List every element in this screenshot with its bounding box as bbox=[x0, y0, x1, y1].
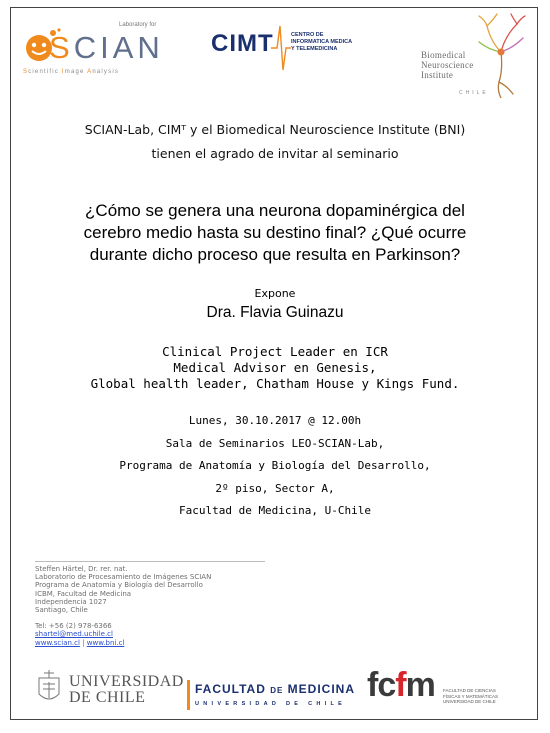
seminar-title: ¿Cómo se genera una neurona dopaminérgica del cerebro medio hasta su destino final? ¿Qué ocurre durante dicho proceso que resulta en Parkinson? bbox=[83, 201, 467, 264]
fm-accent-bar bbox=[187, 680, 190, 710]
scian-wordmark: SCIAN bbox=[49, 30, 164, 65]
bni-logo bbox=[421, 12, 531, 112]
contact-divider bbox=[35, 561, 265, 562]
speaker-name: Dra. Flavia Guinazu bbox=[206, 304, 344, 321]
bni-country: CHILE bbox=[459, 90, 489, 96]
fm-wordmark: FACULTAD DE MEDICINA bbox=[195, 682, 356, 696]
contact-phone: Tel: +56 (2) 978-6366 bbox=[35, 622, 112, 631]
contact-name: Steffen Härtel, Dr. rer. nat. bbox=[35, 565, 128, 573]
scian-subtitle: Scientific Image Analysis bbox=[23, 69, 120, 75]
event-details: Lunes, 30.10.2017 @ 12.00h Sala de Seminarios LEO-SCIAN-Lab, Programa de Anatomía y Biología del Desarrollo, 2º piso, Sector A, Facultad de Medicina, U-Chile bbox=[11, 410, 539, 523]
uchile-wordmark: UNIVERSIDAD DE CHILE bbox=[69, 673, 184, 706]
scian-lab-label: Laboratory for bbox=[119, 22, 157, 28]
fcfm-wordmark: fcfm bbox=[367, 666, 435, 704]
invitation-line-2: tienen el agrado de invitar al seminario bbox=[151, 146, 399, 161]
cimt-wordmark: CIMT bbox=[211, 30, 274, 57]
scian-logo bbox=[23, 18, 173, 78]
bni-name: Biomedical Neuroscience Institute bbox=[421, 50, 474, 80]
neuron-icon bbox=[473, 12, 529, 98]
bni-web-link[interactable]: www.bni.cl bbox=[86, 638, 125, 647]
speaker-roles: Clinical Project Leader en ICR Medical Advisor en Genesis, Global health leader, Chatham House y Kings Fund. bbox=[90, 344, 460, 391]
scian-web-link[interactable]: www.scian.cl bbox=[35, 638, 80, 647]
fm-subtitle: UNIVERSIDAD DE CHILE bbox=[195, 701, 347, 707]
uchile-logo bbox=[35, 668, 184, 710]
expone-label: Expone bbox=[254, 287, 296, 300]
fcfm-subtitle: FACULTAD DE CIENCIAS FÍSICAS Y MATEMÁTICAS UNIVERSIDAD DE CHILE bbox=[443, 688, 499, 704]
fcfm-logo bbox=[367, 666, 532, 710]
contact-block: Steffen Härtel, Dr. rer. nat. Laboratorio de Procesamiento de Imágenes SCIAN Programa de Anatomía y Biología del Desarrollo ICBM, Facultad de Medicina Independencia 1027 Santiago, Chile Tel: +56 (2) 978-6366 shartel@med.uchile.cl www.scian.cl | www.bni.cl bbox=[35, 565, 212, 647]
invitation-line-1: SCIAN-Lab, CIMᵀ y el Biomedical Neuroscience Institute (BNI) bbox=[84, 122, 466, 137]
cimt-logo bbox=[211, 22, 351, 78]
invitation-sheet bbox=[10, 7, 538, 720]
uchile-crest-icon bbox=[35, 668, 63, 708]
facultad-medicina-logo bbox=[187, 680, 357, 712]
invitation-text bbox=[11, 118, 539, 166]
contact-email-link[interactable]: shartel@med.uchile.cl bbox=[35, 630, 113, 639]
heartbeat-line-icon bbox=[271, 22, 291, 74]
event-datetime: Lunes, 30.10.2017 @ 12.00h bbox=[188, 414, 362, 427]
cimt-subtitle: CENTRO DE INFORMATICA MEDICA Y TELEMEDICINA bbox=[291, 32, 353, 52]
